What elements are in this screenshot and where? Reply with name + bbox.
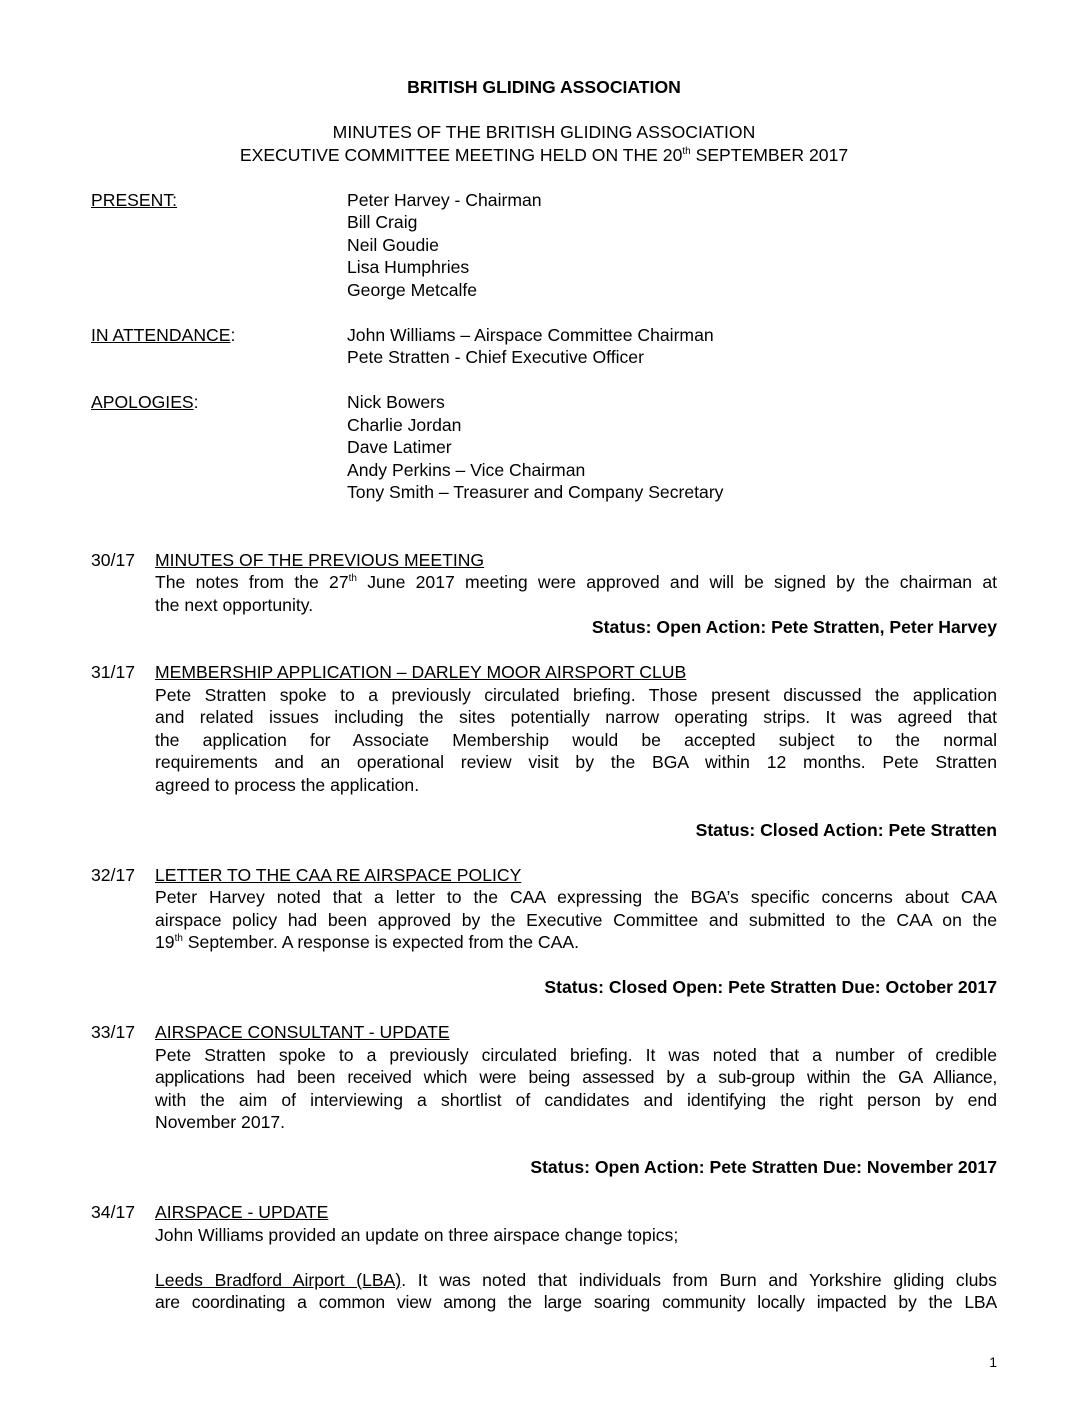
attendee: John Williams – Airspace Committee Chairman [347, 324, 714, 345]
item-heading: AIRSPACE CONSULTANT - UPDATE [155, 1022, 450, 1042]
item-text-line: airspace policy had been approved by the Executive Committee and submitted to the CAA on the [155, 909, 997, 930]
attendee: Lisa Humphries [347, 257, 470, 277]
document-subtitle-date: EXECUTIVE COMMITTEE MEETING HELD ON THE 20th SEPTEMBER 2017 [239, 144, 849, 165]
subtopic-heading: Leeds Bradford Airport (LBA) [155, 1269, 402, 1290]
minute-item-34-17 [91, 1201, 997, 1314]
item-text-line: Leeds Bradford Airport (LBA). It was noted that individuals from Burn and Yorkshire gliding clubs [155, 1269, 997, 1290]
attendee: George Metcalfe [347, 279, 478, 300]
apologies-section [91, 391, 997, 504]
minute-item-32-17 [91, 864, 997, 999]
apology: Dave Latimer [347, 437, 452, 457]
attendance-section [91, 324, 997, 369]
minutes-document [91, 76, 997, 1314]
item-heading: AIRSPACE - UPDATE [155, 1202, 329, 1222]
item-text-line: The notes from the 27th June 2017 meeting were approved and will be signed by the chairman at [155, 572, 997, 592]
minute-item-31-17 [91, 661, 997, 841]
item-text-line: Pete Stratten spoke to a previously circulated briefing. Those present discussed the application [155, 684, 997, 705]
item-text-line: with the aim of interviewing a shortlist of candidates and identifying the right person by end [155, 1089, 997, 1110]
item-text-line: Peter Harvey noted that a letter to the CAA expressing the BGA’s specific concerns about CAA [155, 887, 997, 907]
apology: Charlie Jordan [347, 414, 462, 435]
item-status: Status: Open Action: Pete Stratten, Peter Harvey [591, 617, 997, 637]
item-heading: LETTER TO THE CAA RE AIRSPACE POLICY [155, 864, 522, 885]
item-status: Status: Closed Open: Pete Stratten Due: October 2017 [544, 977, 997, 997]
document-title: BRITISH GLIDING ASSOCIATION [407, 77, 681, 97]
attendance-label: IN ATTENDANCE: [91, 324, 236, 345]
item-text-line: applications had been received which were being assessed by a sub-group within the GA Alliance, [155, 1067, 997, 1087]
item-number: 32/17 [91, 864, 136, 885]
attendee: Peter Harvey - Chairman [347, 189, 542, 210]
item-text-line: Pete Stratten spoke to a previously circulated briefing. It was noted that a number of credible [155, 1044, 997, 1065]
item-text-line: 19th September. A response is expected from the CAA. [155, 932, 579, 952]
attendee: Neil Goudie [347, 234, 439, 255]
apology: Andy Perkins – Vice Chairman [347, 459, 586, 480]
minute-item-33-17 [91, 1021, 997, 1179]
item-heading: MINUTES OF THE PREVIOUS MEETING [155, 549, 485, 570]
item-number: 31/17 [91, 662, 136, 682]
item-text-line: John Williams provided an update on three airspace change topics; [155, 1224, 679, 1245]
item-status: Status: Open Action: Pete Stratten Due: November 2017 [530, 1157, 997, 1177]
item-text-line: the next opportunity. [155, 594, 314, 615]
item-text-line: November 2017. [155, 1112, 286, 1132]
item-text-line: requirements and an operational review visit by the BGA within 12 months. Pete Stratten [155, 752, 997, 772]
present-label: PRESENT: [91, 189, 178, 210]
attendee: Bill Craig [347, 212, 418, 232]
apologies-label: APOLOGIES: [91, 392, 199, 412]
document-subtitle: MINUTES OF THE BRITISH GLIDING ASSOCIATION [332, 122, 756, 142]
item-text-line: agreed to process the application. [155, 774, 420, 795]
minute-item-30-17 [91, 549, 997, 639]
item-heading: MEMBERSHIP APPLICATION – DARLEY MOOR AIRSPORT CLUB [155, 662, 687, 682]
item-text-line: the application for Associate Membership would be accepted subject to the normal [155, 729, 997, 750]
page-number: 1 [989, 1354, 997, 1370]
attendee: Pete Stratten - Chief Executive Officer [347, 347, 644, 367]
present-section [91, 189, 997, 302]
apology: Nick Bowers [347, 392, 445, 412]
item-number: 33/17 [91, 1022, 136, 1042]
item-text-line: are coordinating a common view among the large soaring community locally impacted by the LBA [155, 1292, 997, 1312]
item-number: 30/17 [91, 549, 136, 570]
item-status: Status: Closed Action: Pete Stratten [695, 819, 997, 840]
apology: Tony Smith – Treasurer and Company Secretary [347, 482, 724, 502]
item-text-line: and related issues including the sites potentially narrow operating strips. It was agreed that [155, 707, 997, 727]
item-number: 34/17 [91, 1202, 136, 1222]
